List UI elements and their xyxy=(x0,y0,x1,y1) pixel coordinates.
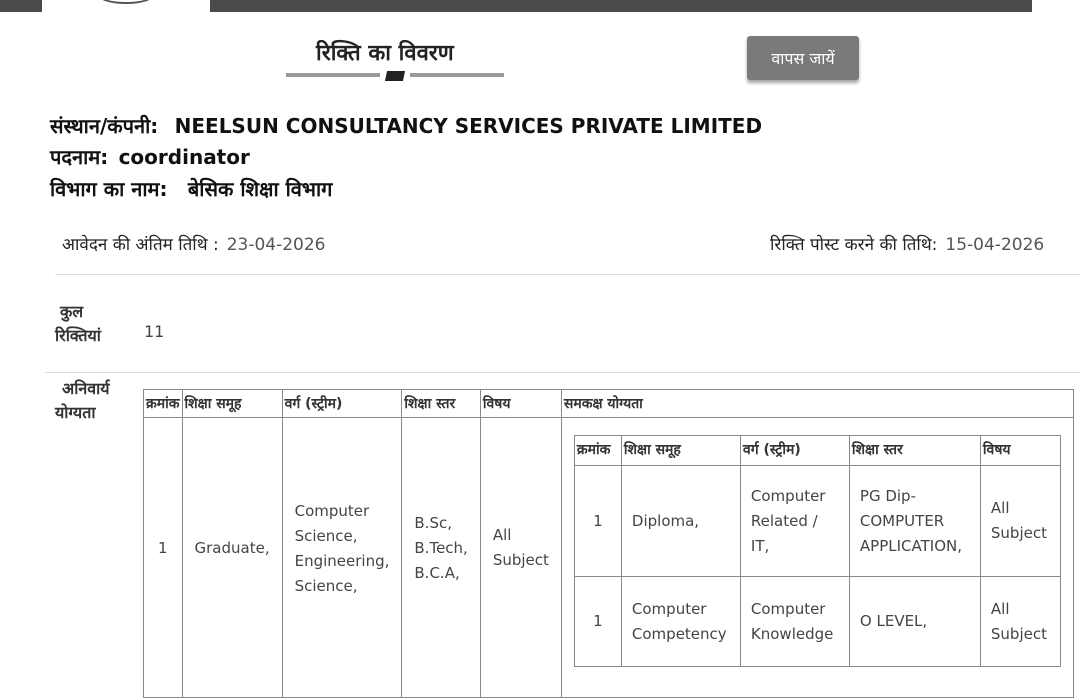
stream-line: Computer xyxy=(750,486,826,505)
total-vacancies-label xyxy=(55,300,101,348)
level-cell xyxy=(849,466,980,577)
divider xyxy=(55,274,1080,275)
subject-line: All xyxy=(990,499,1010,517)
column-header: क्रमांक xyxy=(144,390,183,418)
stream-cell xyxy=(282,418,402,698)
group-cell xyxy=(621,577,740,667)
column-header: शिक्षा समूह xyxy=(621,436,740,466)
equivalent-qualification-table xyxy=(574,435,1061,667)
subject-cell xyxy=(980,466,1060,577)
table-header-row xyxy=(574,436,1060,466)
mandatory-label-line1: अनिवार्य xyxy=(62,379,110,398)
company-value: NEELSUN CONSULTANCY SERVICES PRIVATE LIMITED xyxy=(174,114,763,138)
post-row xyxy=(50,143,250,170)
stream-line: Computer xyxy=(750,599,826,618)
divider xyxy=(45,372,1080,373)
mandatory-qualification-label xyxy=(55,377,110,425)
level-line: COMPUTER xyxy=(859,511,945,530)
serial-cell: 1 xyxy=(574,466,621,577)
column-header: शिक्षा स्तर xyxy=(849,436,980,466)
table-header-row xyxy=(144,390,1074,418)
column-header: विषय xyxy=(980,436,1060,466)
group-cell xyxy=(621,466,740,577)
qualification-table xyxy=(143,389,1074,698)
posted-date-row xyxy=(770,232,1044,255)
posted-date-label: रिक्ति पोस्ट करने की तिथि: xyxy=(770,235,938,255)
subject-line: All xyxy=(990,599,1010,618)
stream-line: Science, xyxy=(294,527,358,545)
top-header-bar xyxy=(0,0,1032,12)
level-line: O LEVEL, xyxy=(859,612,928,630)
stream-line: Science, xyxy=(294,577,358,595)
level-line: PG Dip- xyxy=(859,486,916,505)
level-line: APPLICATION, xyxy=(859,536,962,555)
department-row xyxy=(50,175,332,202)
stream-line: Engineering, xyxy=(294,552,390,570)
level-line: B.Tech, xyxy=(414,539,468,557)
stream-line: IT, xyxy=(750,536,770,555)
column-header: शिक्षा स्तर xyxy=(402,390,480,418)
group-line: Competency xyxy=(631,624,727,643)
table-row xyxy=(574,577,1060,667)
back-button[interactable]: वापस जायें xyxy=(747,36,859,80)
level-cell xyxy=(402,418,480,698)
department-label: विभाग का नाम: xyxy=(50,177,168,201)
subject-cell xyxy=(480,418,561,698)
subject-cell xyxy=(980,577,1060,667)
group-line: Computer xyxy=(631,599,707,618)
table-row xyxy=(574,466,1060,577)
serial-cell: 1 xyxy=(574,577,621,667)
column-header: विषय xyxy=(480,390,561,418)
subject-line: Subject xyxy=(990,624,1047,643)
title-divider-ornament-icon xyxy=(385,71,405,81)
subject-line: All xyxy=(492,526,512,544)
subject-line: Subject xyxy=(990,524,1047,542)
mandatory-label-line2: योग्यता xyxy=(55,403,96,422)
post-label: पदनाम: xyxy=(50,145,109,169)
total-vacancies-value: 11 xyxy=(144,322,165,341)
stream-line: Computer xyxy=(294,502,370,520)
table-row xyxy=(144,418,1074,698)
column-header: शिक्षा समूह xyxy=(182,390,282,418)
post-value: coordinator xyxy=(118,145,250,169)
last-date-row xyxy=(62,232,326,255)
level-cell xyxy=(849,577,980,667)
group-line: Diploma, xyxy=(631,511,700,530)
column-header: क्रमांक xyxy=(574,436,621,466)
posted-date-value: 15-04-2026 xyxy=(945,235,1045,255)
subject-line: Subject xyxy=(492,551,549,569)
group-cell: Graduate, xyxy=(182,418,282,698)
equivalent-cell xyxy=(561,418,1073,698)
column-header: वर्ग (स्ट्रीम) xyxy=(282,390,402,418)
total-label-line2: रिक्तियां xyxy=(55,326,101,345)
last-date-label: आवेदन की अंतिम तिथि : xyxy=(62,235,219,255)
title-divider-right xyxy=(410,73,504,77)
level-line: B.C.A, xyxy=(414,564,460,582)
total-label-line1: कुल xyxy=(60,302,84,321)
column-header: वर्ग (स्ट्रीम) xyxy=(740,436,849,466)
company-label: संस्थान/कंपनी: xyxy=(50,114,159,138)
level-line: B.Sc, xyxy=(414,514,452,532)
title-divider-left xyxy=(286,73,380,77)
company-row xyxy=(50,112,762,139)
serial-cell: 1 xyxy=(144,418,183,698)
stream-cell xyxy=(740,577,849,667)
last-date-value: 23-04-2026 xyxy=(226,235,326,255)
logo xyxy=(42,0,210,12)
column-header: समकक्ष योग्यता xyxy=(561,390,1073,418)
stream-cell xyxy=(740,466,849,577)
department-value: बेसिक शिक्षा विभाग xyxy=(187,177,333,201)
stream-line: Related / xyxy=(750,511,818,530)
page-title: रिक्ति का विवरण xyxy=(316,41,454,66)
stream-line: Knowledge xyxy=(750,624,834,643)
logo-emblem-icon xyxy=(98,0,154,4)
